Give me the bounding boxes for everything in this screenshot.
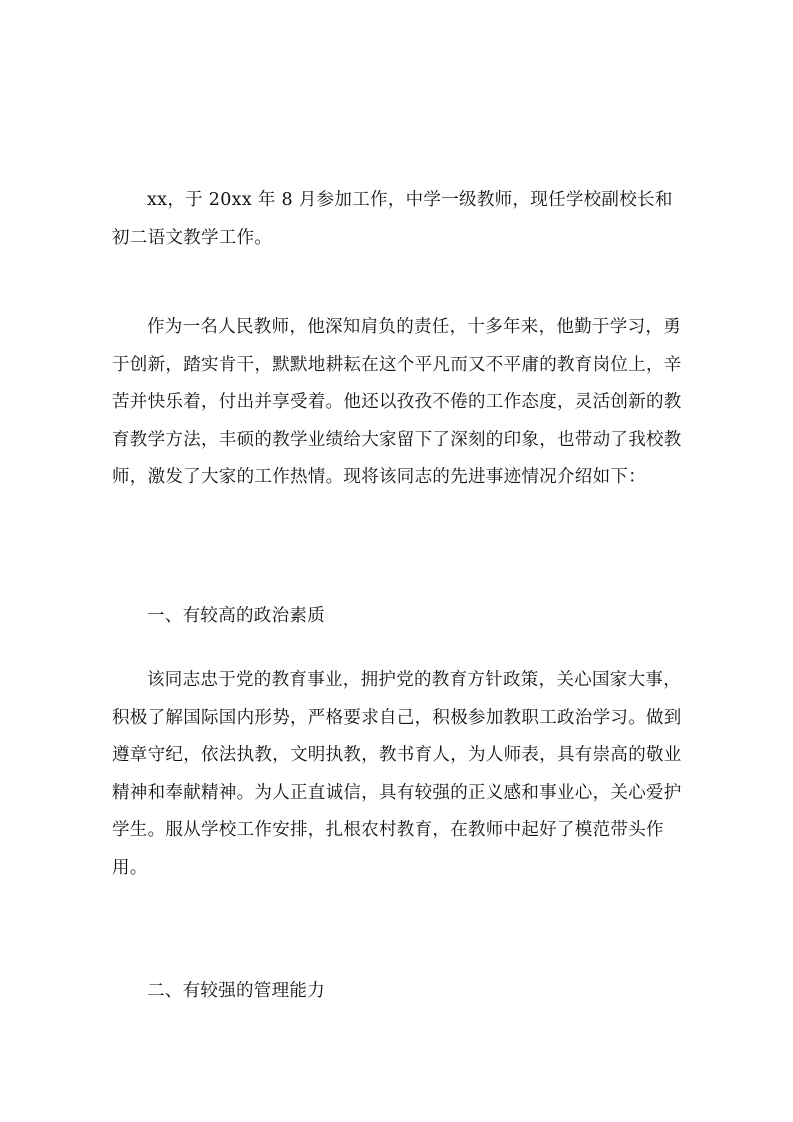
section-heading-management: 二、有较强的管理能力 (147, 981, 325, 1001)
intro-paragraph: xx，于 20xx 年 8 月参加工作，中学一级教师，现任学校副校长和初二语文教学工作。 (112, 190, 673, 248)
section-heading-political: 一、有较高的政治素质 (147, 606, 325, 626)
overview-paragraph: 作为一名人民教师，他深知肩负的责任，十多年来，他勤于学习，勇于创新，踏实肯干，默默地耕耘在这个平凡而又不平庸的教育岗位上，辛苦并快乐着，付出并享受着。他还以孜孜不倦的工作态度，灵活创新的教育教学方法，丰硕的教学业绩给大家留下了深刻的印象，也带动了我校教师，激发了大家的工作热情。现将该同志的先进事迹情况介绍如下： (112, 317, 682, 487)
section-body-political: 该同志忠于党的教育事业，拥护党的教育方针政策，关心国家大事，积极了解国际国内形势，严格要求自己，积极参加教职工政治学习。做到遵章守纪，依法执教，文明执教，教书育人，为人师表，具有崇高的敬业精神和奉献精神。为人正直诚信，具有较强的正义感和事业心，关心爱护学生。服从学校工作安排，扎根农村教育，在教师中起好了模范带头作用。 (112, 670, 682, 878)
